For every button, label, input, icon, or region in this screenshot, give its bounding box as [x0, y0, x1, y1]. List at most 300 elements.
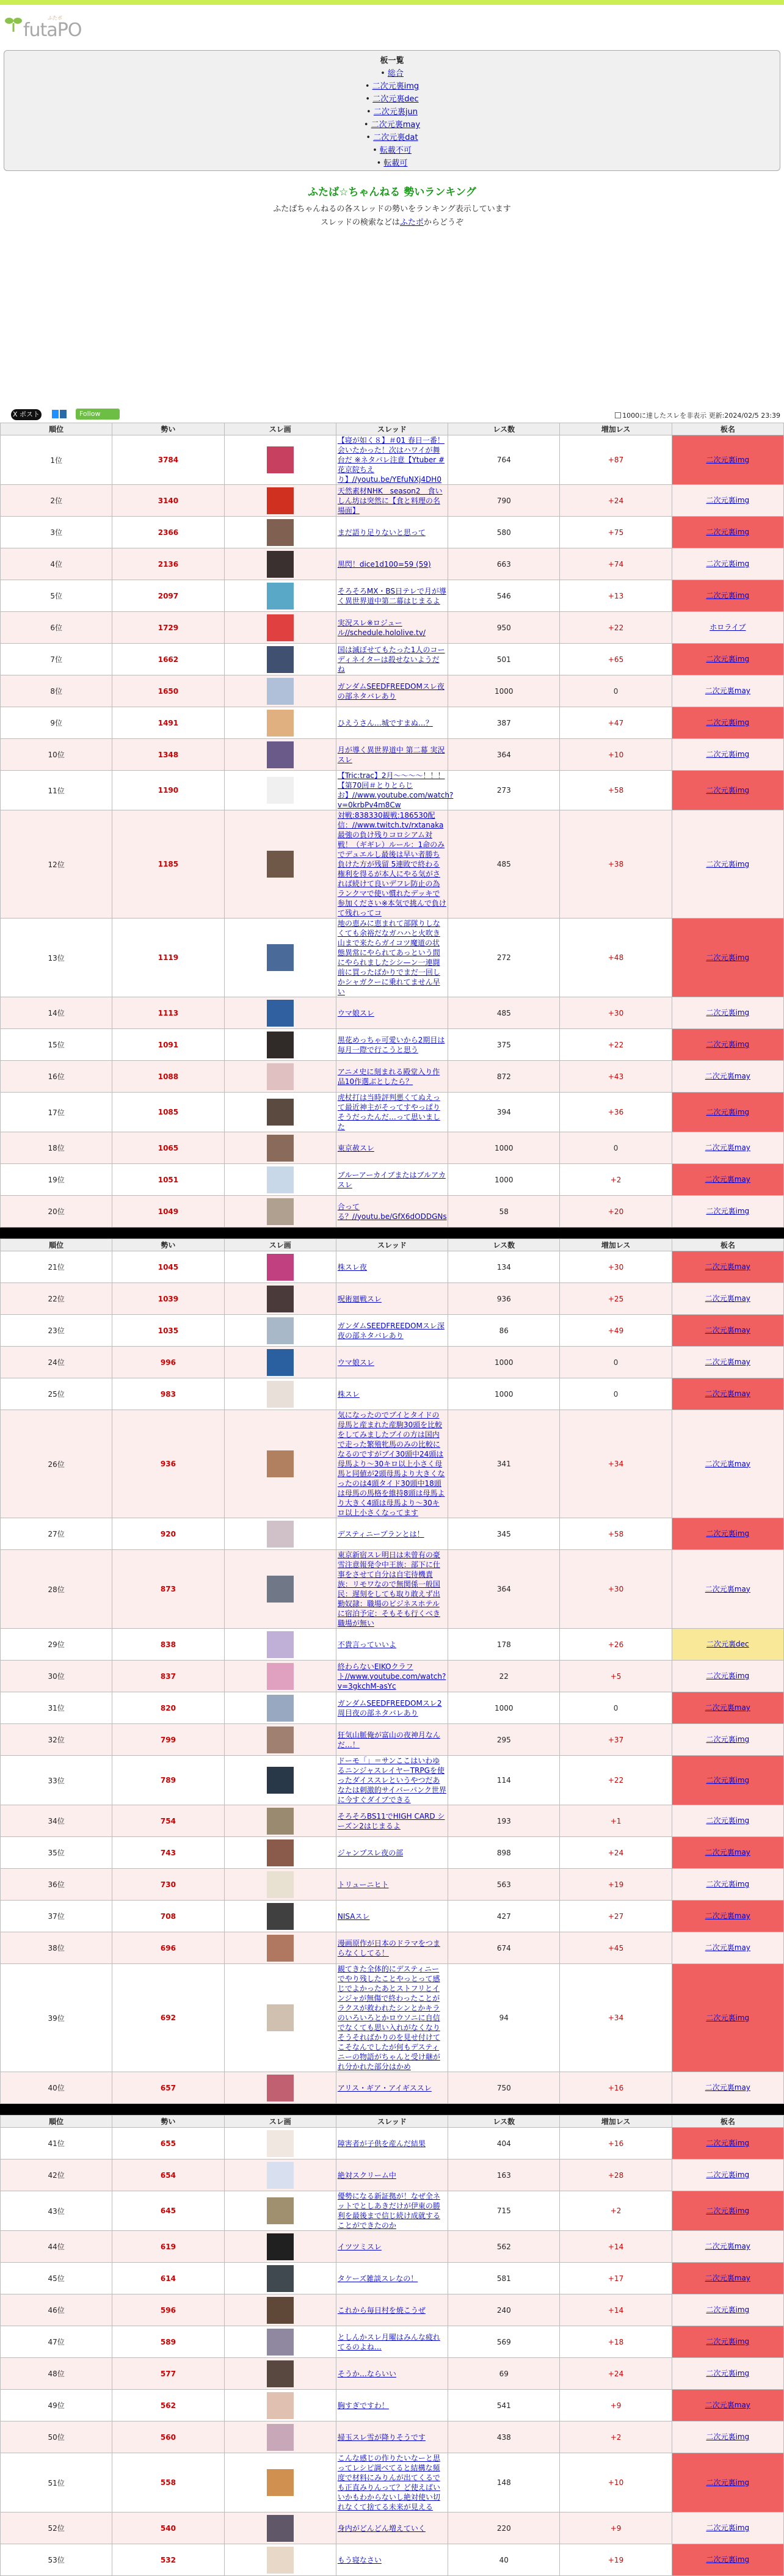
board-name-link[interactable]: 二次元裏img: [706, 2369, 750, 2378]
board-cell: [672, 2544, 783, 2576]
board-name-link[interactable]: 二次元裏img: [706, 559, 750, 568]
col-delta-header: 増加レス: [560, 2116, 672, 2128]
thread-title-link[interactable]: そろそろBS11でHIGH CARD シーズン2はじまるよ: [337, 1811, 445, 1830]
thread-thumbnail[interactable]: [267, 944, 294, 971]
board-name-link[interactable]: 二次元裏img: [706, 859, 750, 868]
thread-cell: [336, 2263, 448, 2294]
res-count-cell: 375: [448, 1029, 560, 1061]
thread-cell: [336, 1629, 448, 1661]
thread-title-link[interactable]: 胸すぎですわ！: [337, 2401, 389, 2410]
thread-thumbnail[interactable]: [267, 1871, 294, 1898]
thread-title-link[interactable]: 【Tric:trac】2月～～～～！！！【第70回＃とりとらじお】//www.youtube.com/watch?v=0krbPv4m8Cw: [337, 771, 454, 809]
board-name-link[interactable]: 二次元裏img: [706, 1775, 750, 1785]
table-row: [1, 435, 784, 485]
table-row: [1, 919, 784, 997]
board-cell: [672, 1029, 783, 1061]
col-thumb-header: スレ画: [224, 1239, 336, 1251]
board-name-link[interactable]: 二次元裏img: [706, 496, 750, 504]
thread-cell: [336, 2453, 448, 2512]
thread-thumbnail[interactable]: [267, 2233, 294, 2260]
board-name-link[interactable]: 二次元裏may: [705, 686, 750, 695]
rank-cell: 50位: [1, 2421, 112, 2453]
thread-thumbnail[interactable]: [267, 2424, 294, 2451]
thread-title-link[interactable]: これから毎日村を焼こうぜ: [337, 2305, 426, 2315]
thread-title-link[interactable]: ひえうさん…城ですまぬ…？: [337, 718, 433, 727]
thumb-cell: [224, 1932, 336, 1964]
res-increase-cell: +65: [560, 644, 672, 675]
rank-cell: 22位: [1, 1283, 112, 1315]
res-increase-cell: +26: [560, 1629, 672, 1661]
momentum-cell: 920: [112, 1518, 224, 1550]
thread-cell: [336, 997, 448, 1029]
board-cell: [672, 1315, 783, 1347]
board-name-link[interactable]: 二次元裏img: [706, 718, 750, 727]
thread-thumbnail[interactable]: [267, 1631, 294, 1658]
thread-title-link[interactable]: 天然素材NHK season2 食いしん坊は突然に【食と料理の名場面】: [337, 486, 443, 515]
res-increase-cell: +30: [560, 997, 672, 1029]
thread-title-link[interactable]: 黒花めっちゃ可愛いから2期目は毎月一際で行こうと思う: [337, 1035, 445, 1054]
board-name-link[interactable]: 二次元裏may: [705, 1143, 750, 1152]
thumb-cell: [224, 1724, 336, 1756]
board-cell: [672, 1661, 783, 1692]
page-title: ふたば☆ちゃんねる 勢いランキング: [308, 186, 476, 198]
board-name-link[interactable]: 二次元裏img: [706, 2337, 750, 2346]
thread-title-link[interactable]: ジャンプスレ夜の部: [337, 1848, 404, 1857]
thumb-cell: [224, 1692, 336, 1724]
board-name-link[interactable]: 二次元裏img: [706, 1008, 750, 1017]
thread-title-link[interactable]: ドーモ「」＝サンここはいわゆるニンジャスレイヤーTRPGを使ったダイススレというやつだあなたは刺激的サイバーパンク世界に今すぐダイブできる: [337, 1756, 446, 1804]
board-name-link[interactable]: 二次元裏img: [706, 591, 750, 600]
thread-title-link[interactable]: そろそろMX・BS日テレで月が導く異世界道中第二幕はじまるよ: [337, 586, 446, 605]
board-link-img[interactable]: 二次元裏img: [372, 82, 419, 91]
x-post-button[interactable]: X ポスト: [11, 409, 42, 420]
thread-thumbnail[interactable]: [267, 614, 294, 641]
thread-cell: [336, 1093, 448, 1132]
thread-thumbnail[interactable]: [267, 1808, 294, 1835]
thread-title-link[interactable]: トリューニヒト: [337, 1880, 389, 1889]
board-name-link[interactable]: 二次元裏may: [705, 2274, 750, 2282]
col-momentum-header: 勢い: [112, 1239, 224, 1251]
follow-button[interactable]: Follow: [76, 409, 120, 420]
momentum-cell: 820: [112, 1692, 224, 1724]
table-row: [1, 1283, 784, 1315]
board-name-link[interactable]: 二次元裏img: [706, 1735, 750, 1744]
thread-title-link[interactable]: もう寝なさい: [337, 2555, 382, 2564]
thread-title-link[interactable]: デスティニープランとは！: [337, 1529, 424, 1538]
thread-title-link[interactable]: 国は滅ぼせてもたった1人のコーディネイターは殺せないようだね: [337, 645, 445, 674]
thread-title-link[interactable]: 障害者が子供を産んだ結果: [337, 2139, 426, 2148]
board-cell: [672, 707, 783, 739]
board-list-title: 板一覧: [380, 56, 404, 65]
thread-thumbnail[interactable]: [267, 1317, 294, 1344]
res-count-cell: 438: [448, 2421, 560, 2453]
board-name-link[interactable]: 二次元裏img: [706, 1107, 750, 1116]
board-name-link[interactable]: 二次元裏may: [705, 1262, 750, 1271]
board-cell: [672, 2326, 783, 2358]
thread-thumbnail[interactable]: [267, 2469, 294, 2496]
thread-thumbnail[interactable]: [267, 1935, 294, 1962]
res-count-cell: 1000: [448, 1692, 560, 1724]
thread-title-link[interactable]: そうか…ならいい: [337, 2369, 396, 2378]
board-name-link[interactable]: 二次元裏img: [706, 528, 750, 536]
res-increase-cell: 0: [560, 675, 672, 707]
thumb-cell: [224, 919, 336, 997]
thread-title-link[interactable]: 東京赦スレ: [337, 1143, 374, 1152]
board-name-link[interactable]: 二次元裏may: [705, 1389, 750, 1398]
thread-title-link[interactable]: ウマ娘スレ: [337, 1008, 374, 1017]
thread-title-link[interactable]: 気になったのでブイとタイドの母馬と産まれた産駒30頭を比較をしてみましたブイの方は国内で走った繁殖牝馬のみの比較になるのですがブイ30頭中24頭は母馬より～30キロ以上小さく母馬と同値が2頭母馬より大きくなったのは4頭タイド30頭中18頭は母馬の馬格を維持8頭は母馬より大きく4頭は母馬より～30キロ以上小さくなってます: [337, 1411, 445, 1517]
thread-thumbnail[interactable]: [267, 1349, 294, 1376]
board-name-link[interactable]: 二次元裏img: [706, 1040, 750, 1049]
momentum-cell: 743: [112, 1837, 224, 1869]
board-name-link[interactable]: 二次元裏img: [706, 953, 750, 962]
momentum-cell: 1049: [112, 1196, 224, 1228]
thread-thumbnail[interactable]: [267, 1031, 294, 1058]
res-count-cell: 872: [448, 1061, 560, 1093]
board-name-link[interactable]: 二次元裏img: [706, 455, 750, 464]
logo-subtext: ふたポ: [48, 15, 62, 21]
momentum-cell: 1085: [112, 1093, 224, 1132]
table-row: [1, 2072, 784, 2104]
board-name-link[interactable]: 二次元裏dec: [706, 1640, 749, 1648]
momentum-cell: 1650: [112, 675, 224, 707]
board-name-link[interactable]: 二次元裏may: [705, 2401, 750, 2409]
thread-thumbnail[interactable]: [267, 1576, 294, 1603]
board-cell: [672, 2421, 783, 2453]
res-count-cell: 148: [448, 2453, 560, 2512]
thread-thumbnail[interactable]: [267, 1663, 294, 1690]
board-name-link[interactable]: 二次元裏img: [706, 785, 750, 795]
board-name-link[interactable]: 二次元裏img: [706, 655, 750, 663]
top-accent-bar: [0, 0, 784, 5]
thumb-cell: [224, 1661, 336, 1692]
board-cell: [672, 517, 783, 548]
board-name-link[interactable]: 二次元裏img: [706, 1207, 750, 1215]
rank-cell: 7位: [1, 644, 112, 675]
thread-thumbnail[interactable]: [267, 1099, 294, 1126]
thread-title-link[interactable]: アニメ史に刻まれる殿堂入り作品10作選ぶとしたら？: [337, 1067, 440, 1086]
thread-thumbnail[interactable]: [267, 446, 294, 473]
res-increase-cell: 0: [560, 1692, 672, 1724]
thread-title-link[interactable]: 合ってる？//youtu.be/GfX6dODDGNs: [337, 1202, 447, 1221]
thumb-cell: [224, 1132, 336, 1164]
thread-title-link[interactable]: 身内がどんどん増えていく: [337, 2523, 426, 2533]
board-name-link[interactable]: 二次元裏may: [705, 1072, 750, 1080]
thread-cell: [336, 675, 448, 707]
board-name-link[interactable]: 二次元裏img: [706, 2555, 750, 2564]
board-name-link[interactable]: 二次元裏may: [705, 1703, 750, 1712]
table-row: [1, 771, 784, 810]
hide-1000-checkbox[interactable]: [615, 412, 621, 418]
thread-thumbnail[interactable]: [267, 1198, 294, 1225]
thread-title-link[interactable]: 東京新宿スレ明日は未曾有の豪雪注意報発令中王族：部下に仕事をさせて自分は自宅待機責族：リモワなので無関係一般国民：遅刻をしても取り敢えず出勤奴隷：職場のビジネスホテルに宿泊予定：そもそも行くべき職場が無い: [337, 1551, 440, 1628]
rank-cell: 35位: [1, 1837, 112, 1869]
board-link-all[interactable]: 総合: [387, 69, 404, 78]
board-name-link[interactable]: 二次元裏img: [706, 2013, 750, 2022]
thread-cell: [336, 580, 448, 612]
res-count-cell: 485: [448, 997, 560, 1029]
board-name-link[interactable]: 二次元裏img: [706, 2170, 750, 2179]
board-link-dat[interactable]: 二次元裏dat: [373, 133, 418, 142]
board-link-no-repost[interactable]: 転載不可: [379, 146, 412, 155]
thread-thumbnail[interactable]: [267, 1286, 294, 1312]
board-name-link[interactable]: 二次元裏img: [706, 1880, 750, 1888]
momentum-cell: 562: [112, 2390, 224, 2421]
table-row: [1, 675, 784, 707]
thread-thumbnail[interactable]: [267, 583, 294, 609]
momentum-cell: 1113: [112, 997, 224, 1029]
thread-thumbnail[interactable]: [267, 1254, 294, 1281]
board-name-link[interactable]: 二次元裏img: [706, 1816, 750, 1825]
table-row: [1, 1932, 784, 1964]
res-increase-cell: +5: [560, 1661, 672, 1692]
ranking-table: [0, 1239, 784, 2104]
thread-title-link[interactable]: 不貴言っていいよ: [337, 1640, 396, 1649]
thumb-cell: [224, 1518, 336, 1550]
thread-thumbnail[interactable]: [267, 1521, 294, 1548]
board-cell: [672, 2072, 783, 2104]
thread-thumbnail[interactable]: [267, 1839, 294, 1866]
res-count-cell: 86: [448, 1315, 560, 1347]
rank-cell: 3位: [1, 517, 112, 548]
res-increase-cell: +25: [560, 1283, 672, 1315]
board-link-jun[interactable]: 二次元裏jun: [373, 107, 418, 117]
momentum-cell: 799: [112, 1724, 224, 1756]
table-row: [1, 810, 784, 919]
board-list-item: • 転載可: [376, 159, 408, 168]
col-thread-header: スレッド: [336, 1239, 448, 1251]
thread-title-link[interactable]: 地の恵みに恵まれて部隊りしなくても余裕だなガハハと火吹き山まで来たらガイコツ魔道の状態異常にやられてあっという間にやられましたシシ—ン一連闘前に買ったばかりでまだ一回しかシャガクーに乗れてません早い: [337, 919, 440, 996]
board-cell: [672, 1132, 783, 1164]
board-list-item: • 総合: [380, 69, 404, 78]
thread-title-link[interactable]: 実況スレ※ロジュール//schedule.hololive.tv/: [337, 618, 426, 637]
table-row: [1, 612, 784, 644]
thread-title-link[interactable]: 株スレ: [337, 1389, 360, 1399]
thread-thumbnail[interactable]: [267, 1726, 294, 1753]
rank-cell: 26位: [1, 1410, 112, 1518]
res-count-cell: 581: [448, 2263, 560, 2294]
board-name-link[interactable]: 二次元裏may: [705, 2083, 750, 2092]
thumb-cell: [224, 1805, 336, 1837]
table-row: [1, 2358, 784, 2390]
res-count-cell: 364: [448, 739, 560, 771]
momentum-cell: 3140: [112, 485, 224, 517]
board-name-link[interactable]: 二次元裏img: [706, 1672, 750, 1680]
momentum-cell: 1035: [112, 1315, 224, 1347]
thread-thumbnail[interactable]: [267, 2515, 294, 2542]
thread-title-link[interactable]: タケーズ雑談スレなの！: [337, 2274, 418, 2283]
site-logo[interactable]: [0, 5, 784, 40]
board-link-dec[interactable]: 二次元裏dec: [372, 95, 419, 104]
thread-title-link[interactable]: ガンダムSEEDFREEDOMスレ夜の部ネタバレあり: [337, 682, 445, 700]
thread-thumbnail[interactable]: [267, 519, 294, 546]
thread-title-link[interactable]: 狂気山脈俺が富山の夜神月なんだ…！: [337, 1730, 440, 1749]
thread-title-link[interactable]: 優勢になる新証拠が！なぜ全ネットでとしあきだけが伊東の勝利を最後まで信じ続け成就することができたのか: [337, 2192, 440, 2230]
thread-title-link[interactable]: イツツミスレ: [337, 2242, 382, 2251]
board-name-link[interactable]: 二次元裏may: [705, 1943, 750, 1952]
thread-thumbnail[interactable]: [267, 1000, 294, 1027]
thread-thumbnail[interactable]: [267, 777, 294, 804]
thread-title-link[interactable]: 観てきた全体的にデスティニーでやり残したことやっとって感じでよかったあとストフリとインジャが無傷で終わったことがラクスが救われたシンとかキラのいろいろとかロウソニに自信でなくても思い入れがなくなりそうそればかりのを見せ付けてこそなんでしたが何もデスティニーの物語がちゃんと受け継がれ分かれた部分はかめ: [337, 1965, 440, 2071]
thread-thumbnail[interactable]: [267, 2162, 294, 2189]
thread-title-link[interactable]: 呪術廻戦スレ: [337, 1294, 382, 1303]
thread-title-link[interactable]: まだ語り足りないと思って: [337, 528, 426, 537]
thread-cell: [336, 2544, 448, 2576]
thread-thumbnail[interactable]: [267, 1695, 294, 1722]
momentum-cell: 589: [112, 2326, 224, 2358]
thread-thumbnail[interactable]: [267, 2392, 294, 2419]
rank-cell: 24位: [1, 1347, 112, 1378]
board-name-link[interactable]: 二次元裏may: [705, 1459, 750, 1468]
thread-title-link[interactable]: ウマ娘スレ: [337, 1358, 374, 1367]
thread-title-link[interactable]: 終わらないEIKOクラフト//www.youtube.com/watch?v=3gkchM-asYc: [337, 1662, 446, 1690]
thread-cell: [336, 2072, 448, 2104]
thread-thumbnail[interactable]: [267, 1450, 294, 1477]
thread-title-link[interactable]: ガンダムSEEDFREEDOMスレ深夜の部ネタバレあり: [337, 1321, 445, 1340]
futapo-link[interactable]: ふたポ: [399, 218, 424, 227]
thread-thumbnail[interactable]: [267, 1903, 294, 1930]
thread-cell: [336, 1756, 448, 1805]
res-count-cell: 134: [448, 1251, 560, 1283]
res-count-cell: 404: [448, 2128, 560, 2159]
rank-cell: 37位: [1, 1901, 112, 1932]
board-name-link[interactable]: 二次元裏img: [706, 2432, 750, 2441]
thread-title-link[interactable]: ガンダムSEEDFREEDOMスレ2周目夜の部ネタバレあり: [337, 1698, 442, 1717]
board-list-item: • 二次元裏dec: [365, 95, 419, 104]
board-name-link[interactable]: 二次元裏img: [706, 2206, 750, 2215]
thread-title-link[interactable]: アリス・ギア・アイギススレ: [337, 2083, 432, 2092]
thread-thumbnail[interactable]: [267, 2075, 294, 2101]
thread-thumbnail[interactable]: [267, 2197, 294, 2224]
thumb-cell: [224, 707, 336, 739]
board-name-link[interactable]: 二次元裏may: [705, 1358, 750, 1366]
thread-thumbnail[interactable]: [267, 1135, 294, 1162]
board-name-link[interactable]: 二次元裏may: [705, 2242, 750, 2250]
res-increase-cell: +10: [560, 739, 672, 771]
board-cell: [672, 1964, 783, 2072]
board-link-repost[interactable]: 転載可: [383, 159, 408, 168]
thread-title-link[interactable]: としんかスレ月曜はみんな疲れてるのよね…: [337, 2332, 440, 2351]
thread-title-link[interactable]: 対戦:838330観戦:186530配信：//www.twitch.tv/rxtanaka最強の負け残りコロシアム対戦！（ギギレ）ルール：1命のみでデュエルし最後は早い者勝ち 負けた方が残留 5連敗で終わる権利を得るが本人にやる気がされば続けて良いデフレ防止の為ランクマで使い慣れたデッキで参加ください※本気で挑んで負けて残れってコ: [337, 811, 446, 917]
board-cell: [672, 435, 783, 485]
thread-thumbnail[interactable]: [267, 646, 294, 673]
thread-title-link[interactable]: 虎杖打は当時評判悪くてぬえって最近神主がそってすやっぱりそうだったんだ…って思いました: [337, 1093, 440, 1131]
thread-thumbnail[interactable]: [267, 2547, 294, 2574]
rank-cell: 19位: [1, 1164, 112, 1196]
res-count-cell: 341: [448, 1410, 560, 1518]
thread-title-link[interactable]: 月が導く異世界道中 第二幕 実況スレ: [337, 745, 445, 764]
thread-thumbnail[interactable]: [267, 2329, 294, 2356]
thread-cell: [336, 1251, 448, 1283]
bookmark-icon[interactable]: [60, 410, 67, 418]
board-name-link[interactable]: ホロライブ: [710, 623, 746, 631]
rank-cell: 46位: [1, 2294, 112, 2326]
res-count-cell: 178: [448, 1629, 560, 1661]
thread-thumbnail[interactable]: [267, 1063, 294, 1090]
board-name-link[interactable]: 二次元裏may: [705, 1326, 750, 1334]
res-count-cell: 240: [448, 2294, 560, 2326]
board-cell: [672, 739, 783, 771]
thread-cell: [336, 707, 448, 739]
thread-cell: [336, 1837, 448, 1869]
rank-cell: 53位: [1, 2544, 112, 2576]
thumb-cell: [224, 2512, 336, 2544]
thread-thumbnail[interactable]: [267, 1166, 294, 1193]
momentum-cell: 692: [112, 1964, 224, 2072]
thread-cell: [336, 2191, 448, 2231]
thread-thumbnail[interactable]: [267, 851, 294, 878]
board-link-may[interactable]: 二次元裏may: [371, 120, 421, 129]
col-delta-header: 増加レス: [560, 423, 672, 435]
thread-thumbnail[interactable]: [267, 2297, 294, 2324]
rank-cell: 43位: [1, 2191, 112, 2231]
thread-title-link[interactable]: 漫画原作が日本のドラマをつまらなくしてる！: [337, 1938, 440, 1957]
board-name-link[interactable]: 二次元裏img: [706, 1529, 750, 1538]
thread-thumbnail[interactable]: [267, 2130, 294, 2157]
table-row: [1, 1629, 784, 1661]
thumb-cell: [224, 1869, 336, 1901]
thread-thumbnail[interactable]: [267, 1767, 294, 1794]
thread-title-link[interactable]: 株スレ夜: [337, 1262, 367, 1272]
thread-thumbnail[interactable]: [267, 741, 294, 768]
board-name-link[interactable]: 二次元裏img: [706, 750, 750, 759]
thread-title-link[interactable]: 掃玉スレ雪が降りそうです: [337, 2432, 426, 2442]
thread-thumbnail[interactable]: [267, 710, 294, 737]
thread-title-link[interactable]: こんな感じの作りたいなーと思ってレシピ調べてると結構な頻度で材料にみりんが出てくるでも正直みりんって？ど使えばいいかもわからないし絶対使い切れなくて捨てる未来が見える: [337, 2454, 440, 2511]
res-count-cell: 69: [448, 2358, 560, 2390]
thread-thumbnail[interactable]: [267, 2265, 294, 2292]
board-name-link[interactable]: 二次元裏may: [705, 1848, 750, 1857]
res-count-cell: 1000: [448, 1378, 560, 1410]
thread-thumbnail[interactable]: [267, 487, 294, 514]
thread-thumbnail[interactable]: [267, 2004, 294, 2031]
board-name-link[interactable]: 二次元裏img: [706, 2523, 750, 2532]
table-row: [1, 1964, 784, 2072]
thread-thumbnail[interactable]: [267, 678, 294, 705]
res-count-cell: 663: [448, 548, 560, 580]
board-name-link[interactable]: 二次元裏may: [705, 1175, 750, 1184]
thread-cell: [336, 1283, 448, 1315]
thread-title-link[interactable]: 【寝が如く８】＃01 春日一番！会いたかった！次はハワイが舞台だ ※ネタバレ注意【Ytuber #花京院ちえり】//youtu.be/YEfuNXj4DH0: [337, 436, 445, 484]
res-count-cell: 790: [448, 485, 560, 517]
rank-cell: 34位: [1, 1805, 112, 1837]
momentum-cell: 1051: [112, 1164, 224, 1196]
col-res-header: レス数: [448, 1239, 560, 1251]
thread-thumbnail[interactable]: [267, 1381, 294, 1408]
momentum-cell: 2097: [112, 580, 224, 612]
thread-cell: [336, 1869, 448, 1901]
board-name-link[interactable]: 二次元裏may: [705, 1294, 750, 1303]
board-name-link[interactable]: 二次元裏img: [706, 2139, 750, 2147]
board-name-link[interactable]: 二次元裏may: [705, 1584, 750, 1593]
momentum-cell: 837: [112, 1661, 224, 1692]
thread-title-link[interactable]: 黒閃！dice1d100=59 (59): [337, 559, 431, 569]
board-name-link[interactable]: 二次元裏may: [705, 1912, 750, 1920]
board-cell: [672, 997, 783, 1029]
hatena-icon[interactable]: [52, 410, 59, 418]
col-rank-header: 順位: [1, 1239, 112, 1251]
thread-title-link[interactable]: NISAスレ: [337, 1912, 370, 1921]
board-name-link[interactable]: 二次元裏img: [706, 2478, 750, 2487]
thread-title-link[interactable]: ブルーアーカイブまたはブルアカスレ: [337, 1170, 446, 1189]
res-count-cell: 272: [448, 919, 560, 997]
thumb-cell: [224, 997, 336, 1029]
thread-thumbnail[interactable]: [267, 2360, 294, 2387]
thread-thumbnail[interactable]: [267, 551, 294, 578]
board-name-link[interactable]: 二次元裏img: [706, 2305, 750, 2314]
thread-title-link[interactable]: 絶対スクリーム中: [337, 2170, 396, 2180]
rank-cell: 2位: [1, 485, 112, 517]
